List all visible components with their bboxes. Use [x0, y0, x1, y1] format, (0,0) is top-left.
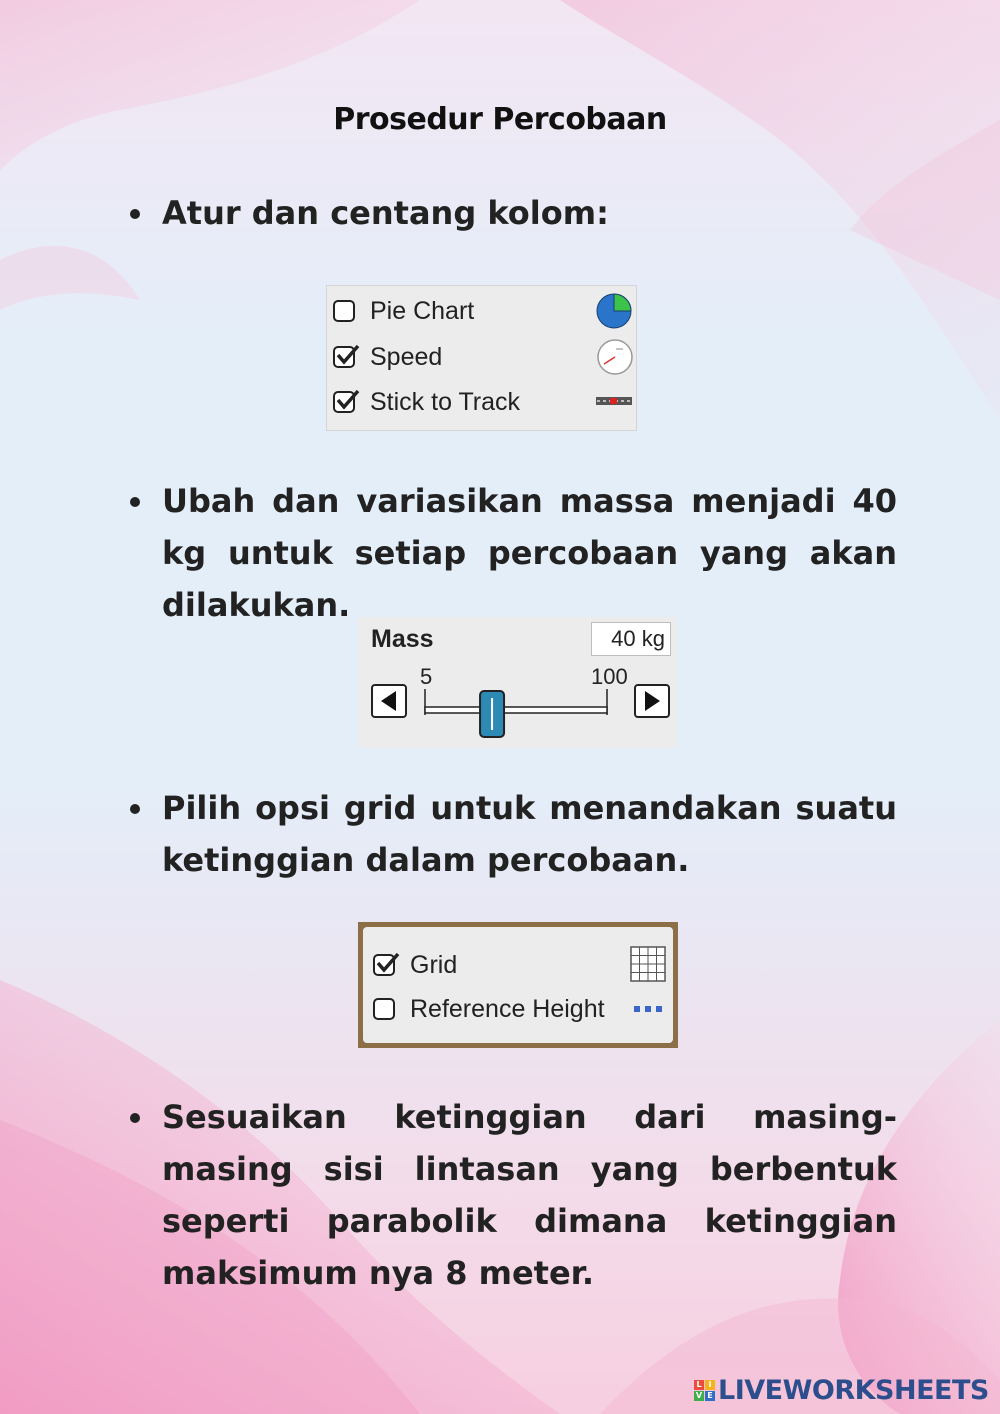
decrease-mass-button[interactable] [371, 684, 407, 718]
liveworksheets-logo[interactable] [694, 1374, 989, 1406]
grid-options-panel [358, 922, 678, 1048]
option-speed[interactable] [333, 337, 442, 377]
mass-slider[interactable] [420, 685, 615, 743]
speedometer-icon [596, 338, 634, 376]
mass-label: Mass [371, 625, 434, 653]
increase-mass-button[interactable] [634, 684, 670, 718]
slider-min-label: 5 [420, 664, 433, 689]
reference-height-checkbox[interactable] [373, 998, 395, 1020]
logo-mark-icon: L I V E [694, 1380, 715, 1401]
pie-chart-icon [595, 292, 633, 330]
grid-icon [629, 945, 667, 983]
brand-name: LIVEWORKSHEETS [718, 1374, 989, 1406]
slider-max-label: 100 [591, 664, 628, 689]
stick-to-track-checkbox[interactable] [333, 391, 355, 413]
step-3-text: Pilih opsi grid untuk menandakan suatu ketinggian dalam percobaan. [162, 782, 897, 886]
option-label: Reference Height [410, 994, 605, 1023]
speed-checkbox[interactable] [333, 346, 355, 368]
display-options-panel [326, 285, 637, 431]
arrow-left-icon [373, 686, 405, 716]
option-label: Grid [410, 950, 458, 979]
mass-value-field[interactable]: 40 kg [591, 622, 671, 656]
option-label: Pie Chart [370, 296, 475, 325]
dashed-line-icon [631, 1004, 669, 1014]
track-icon [595, 394, 633, 408]
page-title: Prosedur Percobaan [333, 102, 667, 137]
pie-chart-checkbox[interactable] [333, 300, 355, 322]
option-label: Speed [370, 342, 443, 371]
option-pie-chart[interactable] [333, 291, 474, 331]
option-grid[interactable] [373, 945, 457, 985]
step-1-text: Atur dan centang kolom: [162, 187, 897, 239]
grid-checkbox[interactable] [373, 954, 395, 976]
option-label: Stick to Track [370, 387, 521, 416]
mass-control-panel [358, 617, 677, 748]
option-stick-to-track[interactable] [333, 382, 520, 422]
step-4-text: Sesuaikan ketinggian dari masing-masing sisi lintasan yang berbentuk seperti parabolik dimana ketinggian maksimum nya 8 meter. [162, 1091, 897, 1299]
step-2-text: Ubah dan variasikan massa menjadi 40 kg untuk setiap percobaan yang akan dilakukan. [162, 475, 897, 631]
arrow-right-icon [636, 686, 668, 716]
slider-thumb[interactable] [480, 691, 504, 737]
option-reference-height[interactable] [373, 989, 605, 1029]
